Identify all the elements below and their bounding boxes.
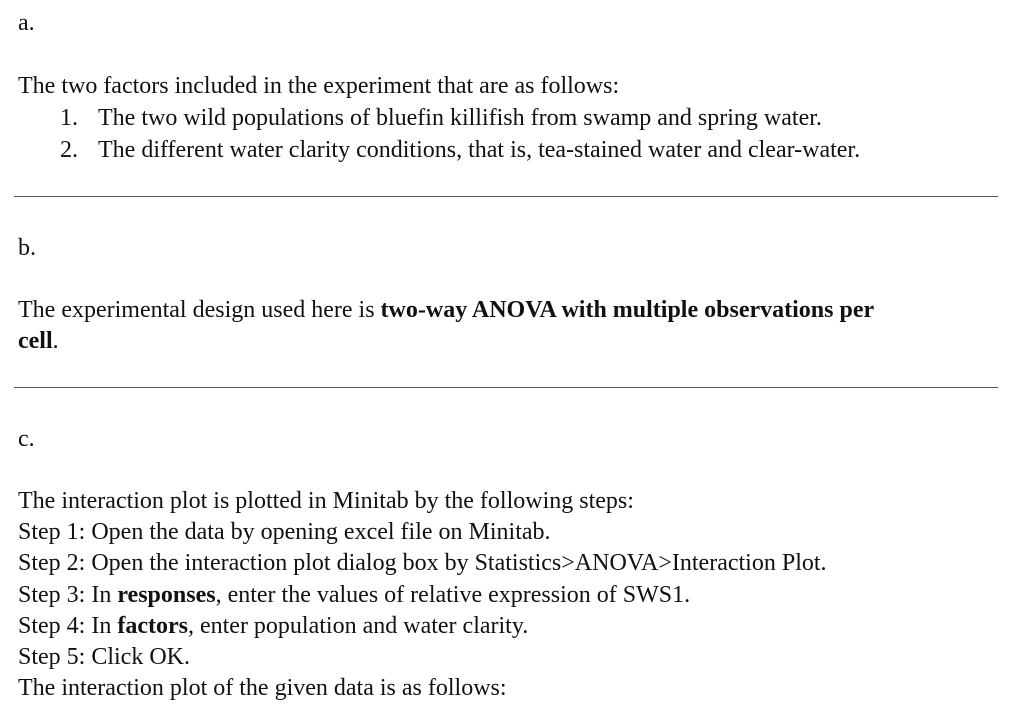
part-b-sentence-line2: [18, 326, 59, 356]
step-4-prefix: Step 4: In: [18, 613, 118, 639]
section-divider: [14, 196, 998, 197]
step-2: Step 2: Open the interaction plot dialog box by Statistics>ANOVA>Interaction Plot.: [18, 550, 827, 576]
list-item: [60, 103, 822, 133]
part-b-design-bold: two-way ANOVA with multiple observations per: [380, 297, 875, 323]
section-divider: [14, 387, 998, 388]
part-b-text: The experimental design used here is: [18, 297, 381, 323]
step-1: Step 1: Open the data by opening excel file on Minitab.: [18, 519, 551, 545]
list-item-text: The different water clarity conditions, that is, tea-stained water and clear-water.: [98, 137, 861, 163]
step-5: Step 5: Click OK.: [18, 644, 190, 670]
list-item-text: The two wild populations of bluefin killifish from swamp and spring water.: [98, 105, 822, 131]
list-item-number: 2.: [60, 137, 78, 163]
part-a-intro: The two factors included in the experiment that are as follows:: [18, 73, 620, 99]
part-b-design-bold-cont: cell: [18, 328, 53, 354]
part-a-label: a.: [18, 10, 35, 36]
list-item: [60, 135, 860, 165]
step-4-bold: factors: [117, 613, 188, 639]
part-c-outro: The interaction plot of the given data is as follows:: [18, 675, 507, 701]
part-b-period: .: [52, 328, 59, 354]
step-3: [18, 580, 690, 610]
step-3-suffix: , enter the values of relative expression of SWS1.: [215, 582, 691, 608]
step-4: [18, 611, 528, 641]
part-c-label: c.: [18, 426, 35, 452]
part-b-sentence-line1: [18, 295, 874, 325]
step-3-prefix: Step 3: In: [18, 582, 118, 608]
step-3-bold: responses: [117, 582, 216, 608]
part-c-intro: The interaction plot is plotted in Minitab by the following steps:: [18, 488, 634, 514]
list-item-number: 1.: [60, 105, 78, 131]
part-b-label: b.: [18, 235, 36, 261]
step-4-suffix: , enter population and water clarity.: [187, 613, 529, 639]
